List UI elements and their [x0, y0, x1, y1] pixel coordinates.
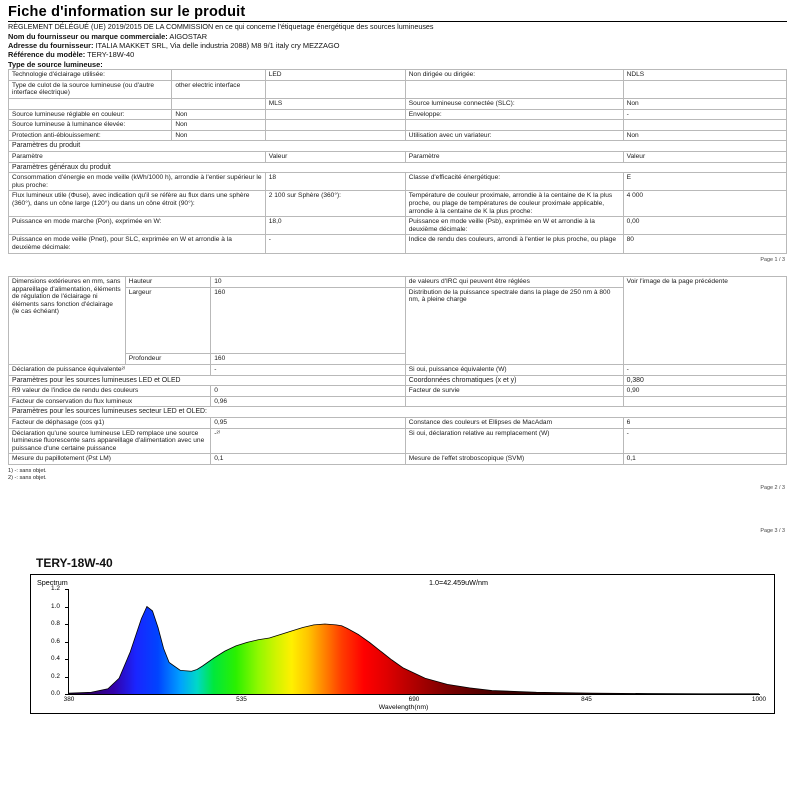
footnotes: [8, 468, 787, 482]
cell: [623, 120, 786, 131]
table-row: [9, 454, 787, 465]
cell: Paramètres pour les sources lumineuses LED et OLED: [9, 375, 406, 386]
table-band-led2: [9, 407, 787, 418]
cell: Paramètre: [405, 151, 623, 162]
product-information-sheet-page2: [8, 276, 787, 491]
cell: Coordonnées chromatiques (x et y): [405, 375, 623, 386]
cell: Température de couleur proximale, arrondie à la centaine de K la plus proche, ou plage de températures de couleur proximale applicable, arrondie à la centaine de K la plus proche:: [405, 191, 623, 217]
table-row: [9, 428, 787, 454]
cell: [405, 120, 623, 131]
cell: [9, 99, 172, 110]
cell: NDLS: [623, 70, 786, 81]
cell: de valeurs d'IRC qui peuvent être réglées: [405, 277, 623, 288]
y-tick-label: 0.2: [51, 672, 60, 680]
spectrum-section: [8, 528, 787, 714]
spectrum-area: [69, 607, 759, 695]
cell: Consommation d'énergie en mode veille (kWh/1000 h), arrondie à l'entier supérieur le plus proche:: [9, 173, 266, 191]
table-row: [9, 277, 787, 288]
y-tick-label: 0.0: [51, 690, 60, 697]
cell: Non: [172, 120, 265, 131]
cell: 0,1: [623, 454, 786, 465]
cell: 10: [211, 277, 406, 288]
cell: R9 valeur de l'indice de rendu des couleurs: [9, 386, 211, 397]
page-footer-3: Page 3 / 3: [760, 528, 785, 534]
page-footer-1: Page 1 / 3: [760, 256, 785, 263]
cell: Dimensions extérieures en mm, sans appareillage d'alimentation, éléments de régulation de l'éclairage ni éléments sans fonction d'éclairage (le cas échéant): [9, 277, 126, 365]
y-tick-label: 1.0: [51, 602, 60, 610]
dimensions-table: [8, 276, 787, 465]
cell: Facteur de conservation du flux lumineux: [9, 396, 211, 407]
cell: Source lumineuse réglable en couleur:: [9, 109, 172, 120]
cell: Hauteur: [125, 277, 211, 288]
cell: Flux lumineux utile (Φuse), avec indication qu'il se réfère au flux dans une sphère (360°), dans un cône large (120°) ou dans un cône étroit (90°):: [9, 191, 266, 217]
cell: Classe d'efficacité énergétique:: [405, 173, 623, 191]
table-row: [9, 235, 787, 253]
cell: Déclaration de puissance équivalente²⁾: [9, 365, 211, 376]
cell: [623, 80, 786, 98]
cell: other electric interface: [172, 80, 265, 98]
cell: 18,0: [265, 217, 405, 235]
cell: Paramètres pour les sources lumineuses secteur LED et OLED:: [9, 407, 787, 418]
cell: E: [623, 173, 786, 191]
x-tick-label: 535: [236, 696, 247, 703]
cell: 0,90: [623, 386, 786, 397]
cell: 160: [211, 287, 406, 354]
cell: Source lumineuse à luminance élevée:: [9, 120, 172, 131]
table-row: [9, 120, 787, 131]
cell: Si oui, puissance équivalente (W): [405, 365, 623, 376]
cell: Valeur: [265, 151, 405, 162]
spectrum-svg: [69, 589, 759, 694]
x-tick-label: 380: [63, 696, 75, 703]
cell: 2 100 sur Sphère (360°):: [265, 191, 405, 217]
regulation-text: RÈGLEMENT DÉLÉGUÉ (UE) 2019/2015 DE LA COMMISSION en ce qui concerne l'étiquetage énergétique des sources lumineuses: [8, 22, 434, 31]
cell: Puissance en mode veille (Pnet), pour SLC, exprimée en W et arrondie à la deuxième décimale:: [9, 235, 266, 253]
chart-title: TERY-18W-40: [36, 556, 113, 570]
cell: Source lumineuse connectée (SLC):: [405, 99, 623, 110]
x-axis-label: Wavelength(nm): [378, 704, 429, 711]
cell: Mesure de l'effet stroboscopique (SVM): [405, 454, 623, 465]
y-tick-label: 0.6: [51, 637, 60, 645]
general-characteristics-table: [8, 69, 787, 253]
cell: 0,95: [211, 417, 406, 428]
table-row: [9, 365, 787, 376]
cell: Constance des couleurs et Ellipses de MacAdam: [405, 417, 623, 428]
table-row: [9, 217, 787, 235]
model-value: TERY-18W-40: [87, 50, 135, 60]
cell: Paramètres généraux du produit: [9, 162, 787, 173]
cell: [265, 120, 405, 131]
footnote-1: 1) -: sans objet.: [8, 467, 47, 474]
cell: Non: [172, 130, 265, 141]
x-tick-label: 1000: [751, 696, 767, 703]
address-line: [8, 41, 787, 50]
cell: -: [623, 365, 786, 376]
address-value: ITALIA MAKKET SRL, Via delle industria 2088) M8 9/1 italy cry MEZZAGO: [95, 41, 340, 50]
cell: -: [623, 109, 786, 120]
cell: -: [623, 428, 786, 454]
cell: Puissance en mode veille (Psb), exprimée en W et arrondie à la deuxième décimale:: [405, 217, 623, 235]
table-row: [9, 417, 787, 428]
source-type-line: [8, 60, 787, 69]
cell: [265, 130, 405, 141]
cell: Facteur de survie: [405, 386, 623, 397]
cell: [623, 396, 786, 407]
cell: 0,00: [623, 217, 786, 235]
cell: [265, 80, 405, 98]
table-band-product: [9, 141, 787, 152]
cell: Protection anti-éblouissement:: [9, 130, 172, 141]
cell: -²⁾: [211, 428, 406, 454]
spectrum-curve-area: [69, 589, 759, 694]
cell: Largeur: [125, 287, 211, 354]
table-header-row: [9, 151, 787, 162]
cell: LED: [265, 70, 405, 81]
cell: 18: [265, 173, 405, 191]
table-row: [9, 396, 787, 407]
x-axis: [68, 694, 760, 695]
cell: 0,96: [211, 396, 406, 407]
chart-flux-annotation: 1.0=42.459uW/nm: [429, 578, 488, 587]
y-tick-mark: [65, 589, 69, 590]
table-row: [9, 70, 787, 81]
cell: -: [211, 365, 406, 376]
y-tick-mark: [65, 624, 69, 625]
cell: Déclaration qu'une source lumineuse LED remplace une source lumineuse fluorescente sans appareillage d'alimentation avec une puissance d'une certaine puissance: [9, 428, 211, 454]
y-tick-label: 0.4: [51, 655, 60, 662]
cell: 0,380: [623, 375, 786, 386]
y-tick-mark: [65, 607, 69, 608]
cell: Non: [172, 109, 265, 120]
cell: 80: [623, 235, 786, 253]
y-tick-mark: [65, 642, 69, 643]
cell: [405, 396, 623, 407]
supplier-line: [8, 32, 787, 41]
cell: 6: [623, 417, 786, 428]
cell: MLS: [265, 99, 405, 110]
cell: [172, 99, 265, 110]
y-tick-mark: [65, 659, 69, 660]
table-row: [9, 109, 787, 120]
page-footer-2: Page 2 / 3: [760, 484, 785, 491]
cell: Enveloppe:: [405, 109, 623, 120]
table-row: [9, 99, 787, 110]
y-tick-mark: [65, 677, 69, 678]
table-row: [9, 80, 787, 98]
cell: Si oui, déclaration relative au remplacement (W): [405, 428, 623, 454]
cell: [172, 70, 265, 81]
supplier-value: AIGOSTAR: [169, 31, 208, 41]
table-row: [9, 191, 787, 217]
cell: 4 000: [623, 191, 786, 217]
model-label: Référence du modèle:: [8, 50, 86, 60]
cell: Indice de rendu des couleurs, arrondi à l'entier le plus proche, ou plage: [405, 235, 623, 253]
cell: Paramètres du produit: [9, 141, 787, 152]
product-information-sheet: [8, 4, 787, 263]
cell: Valeur: [623, 151, 786, 162]
chart-legend-spectrum: Spectrum: [37, 578, 68, 587]
cell: Voir l'image de la page précédente: [623, 277, 786, 365]
cell: Puissance en mode marche (Pon), exprimée en W:: [9, 217, 266, 235]
cell: Mesure du papillotement (Pst LM): [9, 454, 211, 465]
cell: 160: [211, 354, 406, 365]
cell: Non dirigée ou dirigée:: [405, 70, 623, 81]
x-tick-label: 845: [581, 696, 592, 703]
cell: Non: [623, 99, 786, 110]
cell: Utilisation avec un variateur:: [405, 130, 623, 141]
cell: [405, 80, 623, 98]
x-tick-label: 690: [408, 696, 420, 703]
table-row: [9, 386, 787, 397]
page-title: Fiche d'information sur le produit: [8, 4, 246, 20]
supplier-label: Nom du fournisseur ou marque commerciale:: [8, 31, 168, 41]
table-row: [9, 173, 787, 191]
cell: [265, 109, 405, 120]
cell: 0: [211, 386, 406, 397]
chart-plot-area: [30, 574, 775, 714]
cell: Paramètre: [9, 151, 266, 162]
cell: Distribution de la puissance spectrale dans la plage de 250 nm à 800 nm, à pleine charge: [405, 287, 623, 364]
cell: Non: [623, 130, 786, 141]
cell: Facteur de déphasage (cos φ1): [9, 417, 211, 428]
y-tick-label: 1.2: [51, 585, 60, 592]
spectrum-chart: [8, 556, 787, 714]
cell: Profondeur: [125, 354, 211, 365]
cell: -: [265, 235, 405, 253]
table-band-general: [9, 162, 787, 173]
address-label: Adresse du fournisseur:: [8, 41, 94, 50]
table-row: [9, 130, 787, 141]
cell: Type de culot de la source lumineuse (ou d'autre interface électrique): [9, 80, 172, 98]
table-band-led: [9, 375, 787, 386]
model-line: [8, 50, 787, 59]
cell: 0,1: [211, 454, 406, 465]
y-tick-label: 0.8: [51, 620, 60, 627]
y-tick-mark: [65, 694, 69, 695]
cell: Technologie d'éclairage utilisée:: [9, 70, 172, 81]
source-type-label: Type de source lumineuse:: [8, 59, 103, 69]
footnote-2: 2) -: sans objet.: [8, 474, 47, 481]
